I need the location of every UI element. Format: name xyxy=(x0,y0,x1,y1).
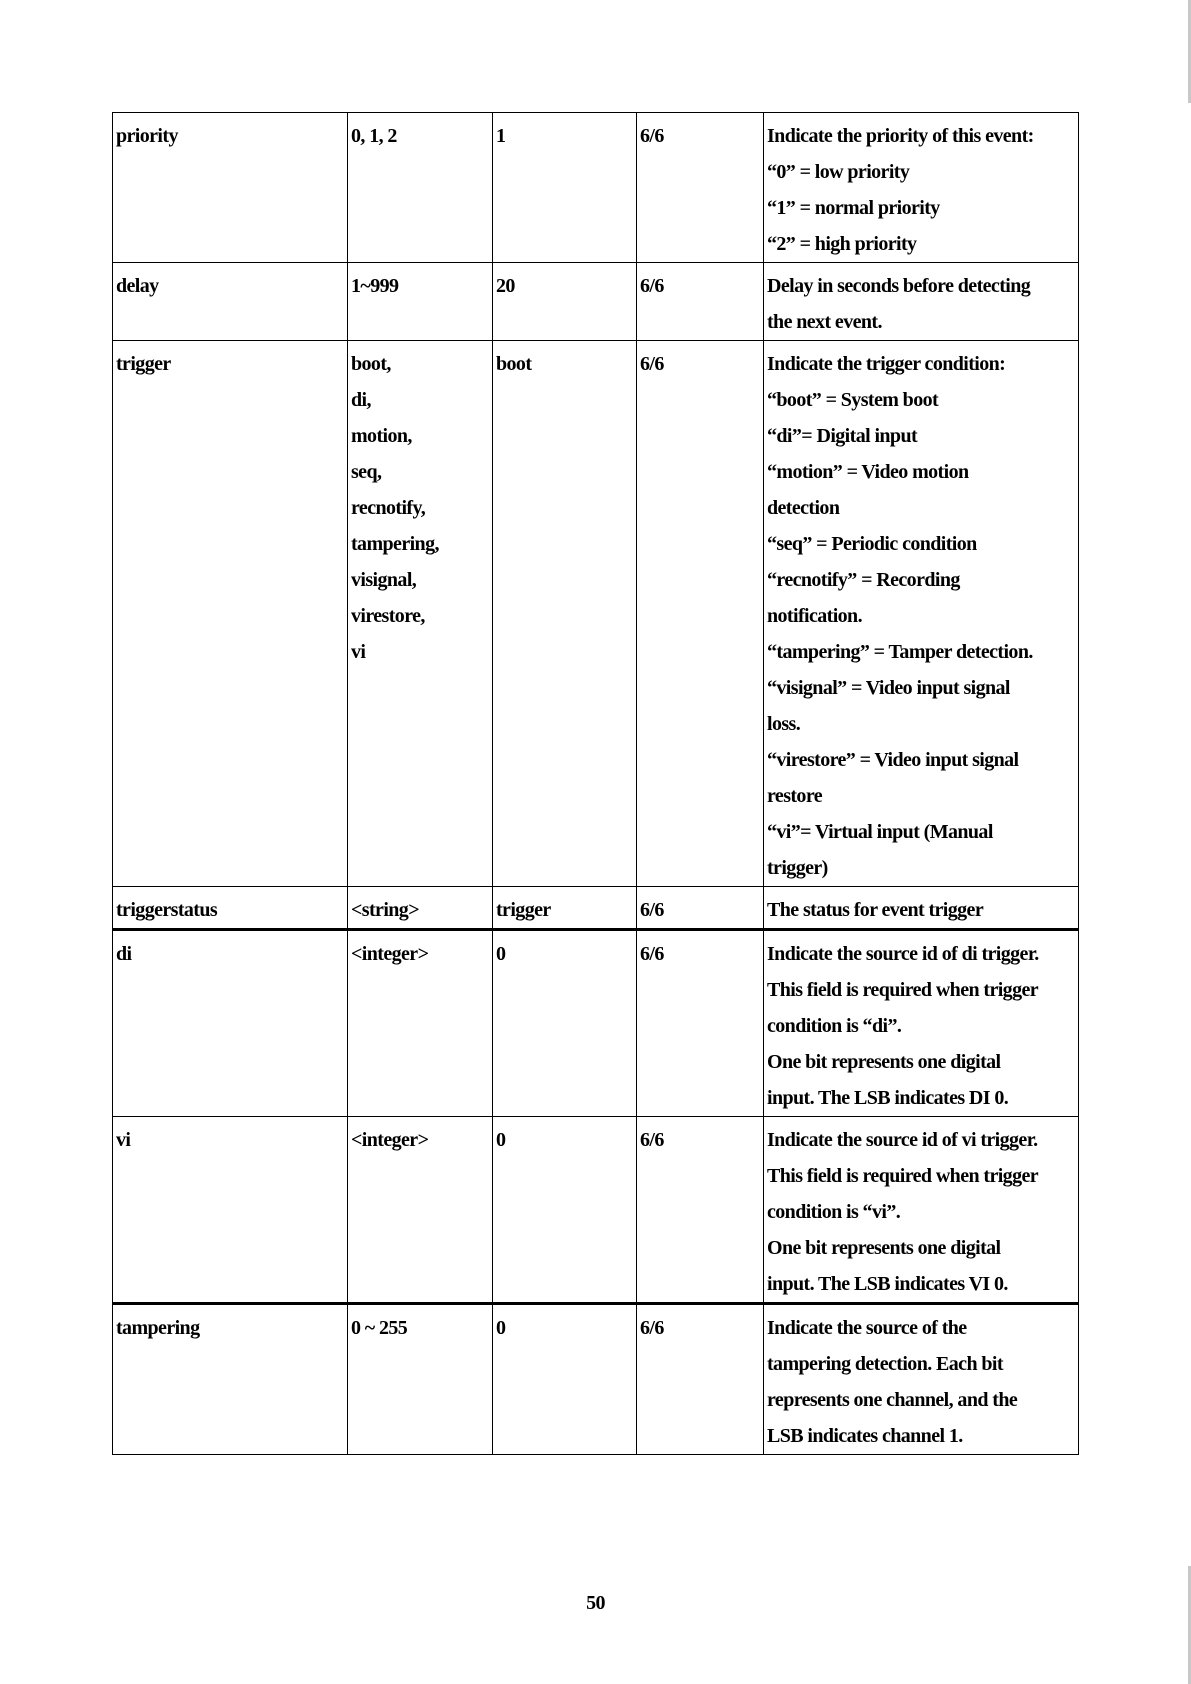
param-value: di, xyxy=(351,389,371,411)
description-line: Indicate the trigger condition: xyxy=(767,353,1006,375)
param-value-cell xyxy=(348,263,493,341)
description-line: “visignal” = Video input signal xyxy=(767,677,1010,699)
param-description-cell xyxy=(764,1304,1079,1455)
table-row xyxy=(113,263,1079,341)
param-security: 6/6 xyxy=(640,275,664,297)
description-line: notification. xyxy=(767,605,862,627)
param-name: vi xyxy=(116,1129,131,1151)
param-name: delay xyxy=(116,275,159,297)
param-value: <integer> xyxy=(351,943,429,965)
param-name-cell xyxy=(113,930,348,1117)
param-default-cell xyxy=(493,263,637,341)
param-default-cell xyxy=(493,113,637,263)
param-description-cell xyxy=(764,113,1079,263)
param-security: 6/6 xyxy=(640,125,664,147)
description-line: This field is required when trigger xyxy=(767,1165,1039,1187)
param-security: 6/6 xyxy=(640,1317,664,1339)
param-default: 0 xyxy=(496,943,506,965)
param-value: 0, 1, 2 xyxy=(351,125,397,147)
param-security-cell xyxy=(637,341,764,887)
param-value: boot, xyxy=(351,353,391,375)
param-name-cell xyxy=(113,1117,348,1304)
description-line: “1” = normal priority xyxy=(767,197,940,219)
description-line: detection xyxy=(767,497,840,519)
param-name-cell xyxy=(113,887,348,930)
param-default: boot xyxy=(496,353,532,375)
param-default-cell xyxy=(493,1117,637,1304)
param-name: tampering xyxy=(116,1317,200,1339)
param-value: 1~999 xyxy=(351,275,399,297)
table-row xyxy=(113,930,1079,1117)
description-line: Indicate the source of the xyxy=(767,1317,967,1339)
description-line: “motion” = Video motion xyxy=(767,461,969,483)
description-line: the next event. xyxy=(767,311,882,333)
description-line: LSB indicates channel 1. xyxy=(767,1425,963,1447)
param-security-cell xyxy=(637,930,764,1117)
param-security-cell xyxy=(637,1117,764,1304)
param-default: 0 xyxy=(496,1129,506,1151)
description-line: represents one channel, and the xyxy=(767,1389,1018,1411)
param-value-cell xyxy=(348,113,493,263)
description-line: tampering detection. Each bit xyxy=(767,1353,1003,1375)
param-value: <string> xyxy=(351,899,419,921)
description-line: “virestore” = Video input signal xyxy=(767,749,1019,771)
param-value-cell xyxy=(348,930,493,1117)
param-value-cell xyxy=(348,1304,493,1455)
param-value: 0 ~ 255 xyxy=(351,1317,408,1339)
param-value: visignal, xyxy=(351,569,417,591)
param-security-cell xyxy=(637,113,764,263)
param-value: <integer> xyxy=(351,1129,429,1151)
description-line: restore xyxy=(767,785,823,807)
param-value-cell xyxy=(348,887,493,930)
description-line: “2” = high priority xyxy=(767,233,917,255)
param-default-cell xyxy=(493,341,637,887)
description-line: condition is “di”. xyxy=(767,1015,902,1037)
description-line: “boot” = System boot xyxy=(767,389,939,411)
param-default: 1 xyxy=(496,125,506,147)
param-security-cell xyxy=(637,1304,764,1455)
description-line: trigger) xyxy=(767,857,828,879)
param-default: trigger xyxy=(496,899,551,921)
param-default-cell xyxy=(493,930,637,1117)
param-value: vi xyxy=(351,641,366,663)
description-line: The status for event trigger xyxy=(767,899,984,921)
param-value-cell xyxy=(348,1117,493,1304)
description-line: “tampering” = Tamper detection. xyxy=(767,641,1033,663)
description-line: loss. xyxy=(767,713,801,735)
description-line: “di”= Digital input xyxy=(767,425,918,447)
param-security: 6/6 xyxy=(640,943,664,965)
description-line: This field is required when trigger xyxy=(767,979,1039,1001)
table-row xyxy=(113,887,1079,930)
param-description-cell xyxy=(764,341,1079,887)
param-name-cell xyxy=(113,263,348,341)
description-line: Indicate the priority of this event: xyxy=(767,125,1034,147)
page-number: 50 xyxy=(586,1592,605,1614)
param-security: 6/6 xyxy=(640,1129,664,1151)
param-description-cell xyxy=(764,263,1079,341)
param-name: trigger xyxy=(116,353,171,375)
description-line: Indicate the source id of di trigger. xyxy=(767,943,1039,965)
param-name: priority xyxy=(116,125,178,147)
description-line: “0” = low priority xyxy=(767,161,910,183)
param-name-cell xyxy=(113,341,348,887)
param-default-cell xyxy=(493,1304,637,1455)
description-line: “recnotify” = Recording xyxy=(767,569,960,591)
param-security: 6/6 xyxy=(640,353,664,375)
param-name-cell xyxy=(113,1304,348,1455)
param-value-cell xyxy=(348,341,493,887)
param-name: di xyxy=(116,943,132,965)
param-value: recnotify, xyxy=(351,497,426,519)
param-description-cell xyxy=(764,930,1079,1117)
description-line: Delay in seconds before detecting xyxy=(767,275,1031,297)
param-value: virestore, xyxy=(351,605,425,627)
param-value: motion, xyxy=(351,425,412,447)
description-line: One bit represents one digital xyxy=(767,1237,1001,1259)
param-description-cell xyxy=(764,887,1079,930)
parameter-table xyxy=(112,112,1079,1455)
param-value: seq, xyxy=(351,461,382,483)
description-line: condition is “vi”. xyxy=(767,1201,901,1223)
description-line: input. The LSB indicates DI 0. xyxy=(767,1087,1009,1109)
description-line: input. The LSB indicates VI 0. xyxy=(767,1273,1008,1295)
description-line: “seq” = Periodic condition xyxy=(767,533,977,555)
table-row xyxy=(113,1304,1079,1455)
param-security-cell xyxy=(637,887,764,930)
param-name: triggerstatus xyxy=(116,899,218,921)
param-security-cell xyxy=(637,263,764,341)
table-row xyxy=(113,1117,1079,1304)
param-security: 6/6 xyxy=(640,899,664,921)
description-line: One bit represents one digital xyxy=(767,1051,1001,1073)
param-name-cell xyxy=(113,113,348,263)
table-row xyxy=(113,341,1079,887)
table-row xyxy=(113,113,1079,263)
param-description-cell xyxy=(764,1117,1079,1304)
param-value: tampering, xyxy=(351,533,439,555)
param-default-cell xyxy=(493,887,637,930)
param-default: 0 xyxy=(496,1317,506,1339)
param-default: 20 xyxy=(496,275,515,297)
description-line: “vi”= Virtual input (Manual xyxy=(767,821,993,843)
description-line: Indicate the source id of vi trigger. xyxy=(767,1129,1038,1151)
